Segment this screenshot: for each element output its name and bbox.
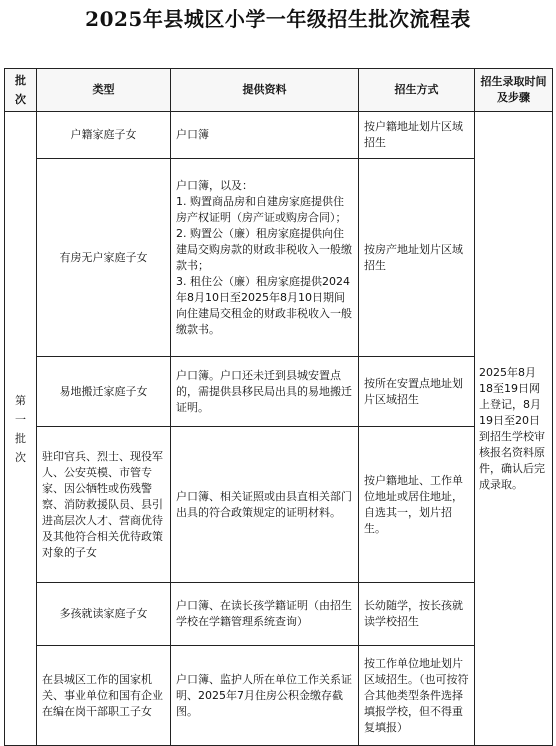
row-method: 按所在安置点地址划片区域招生 — [359, 357, 475, 427]
header-type: 类型 — [37, 69, 171, 112]
row-method: 按工作单位地址划片区域招生。（也可按符合其他类型条件选择填报学校，但不得重复填报） — [359, 646, 475, 746]
row-materials: 户口簿、相关证照或由县直相关部门出具的符合政策规定的证明材料。 — [171, 427, 359, 583]
row-type: 在县城区工作的国家机关、事业单位和国有企业在编在岗干部职工子女 — [37, 646, 171, 746]
row-type: 有房无户家庭子女 — [37, 159, 171, 357]
row-materials: 户口簿、在读长孩学籍证明（由招生学校在学籍管理系统查询） — [171, 583, 359, 646]
table-row — [5, 112, 553, 159]
admission-table — [4, 68, 553, 746]
row-type: 驻印官兵、烈士、现役军人、公安英模、市管专家、因公牺牲或伤残警察、消防救援队员、县引进高层次人才、营商优待及其他符合相关优待政策对象的子女 — [37, 427, 171, 583]
row-method: 长幼随学，按长孩就读学校招生 — [359, 583, 475, 646]
table-row — [5, 427, 553, 583]
header-time: 招生录取时间及步骤 — [475, 69, 553, 112]
row-type: 户籍家庭子女 — [37, 112, 171, 159]
row-type: 多孩就读家庭子女 — [37, 583, 171, 646]
batch-label: 第一批次 — [15, 393, 26, 464]
table-row — [5, 357, 553, 427]
batch-cell — [5, 112, 37, 746]
table-row — [5, 159, 553, 357]
row-type: 易地搬迁家庭子女 — [37, 357, 171, 427]
header-materials: 提供资料 — [171, 69, 359, 112]
time-steps-cell: 2025年8月18至19日网上登记，8月19日至20日到招生学校审核报名资料原件，确认后完成录取。 — [475, 112, 553, 746]
row-method: 按户籍地址、工作单位地址或居住地址，自选其一，划片招生。 — [359, 427, 475, 583]
row-materials: 户口簿。户口还未迁到县城安置点的，需提供县移民局出具的易地搬迁证明。 — [171, 357, 359, 427]
header-batch: 批次 — [5, 69, 37, 112]
header-method: 招生方式 — [359, 69, 475, 112]
row-method: 按房产地址划片区域招生 — [359, 159, 475, 357]
page-title: 2025年县城区小学一年级招生批次流程表 — [85, 7, 471, 31]
table-row — [5, 583, 553, 646]
row-materials: 户口簿，以及： 1. 购置商品房和自建房家庭提供住房产权证明（房产证或购房合同）； 2. 购置公（廉）租房家庭提供向住建局交购房款的财政非税收入一般缴款书； 3. 租住公（廉）租房家庭提供2024年8月10日至2025年8月10日期间向住建局交租金的财政非税收入一般缴款书。 — [171, 159, 359, 357]
table-row — [5, 646, 553, 746]
row-method: 按户籍地址划片区域招生 — [359, 112, 475, 159]
row-materials: 户口簿、监护人所在单位工作关系证明、2025年7月住房公积金缴存截图。 — [171, 646, 359, 746]
row-materials: 户口簿 — [171, 112, 359, 159]
table-header-row — [5, 69, 553, 112]
